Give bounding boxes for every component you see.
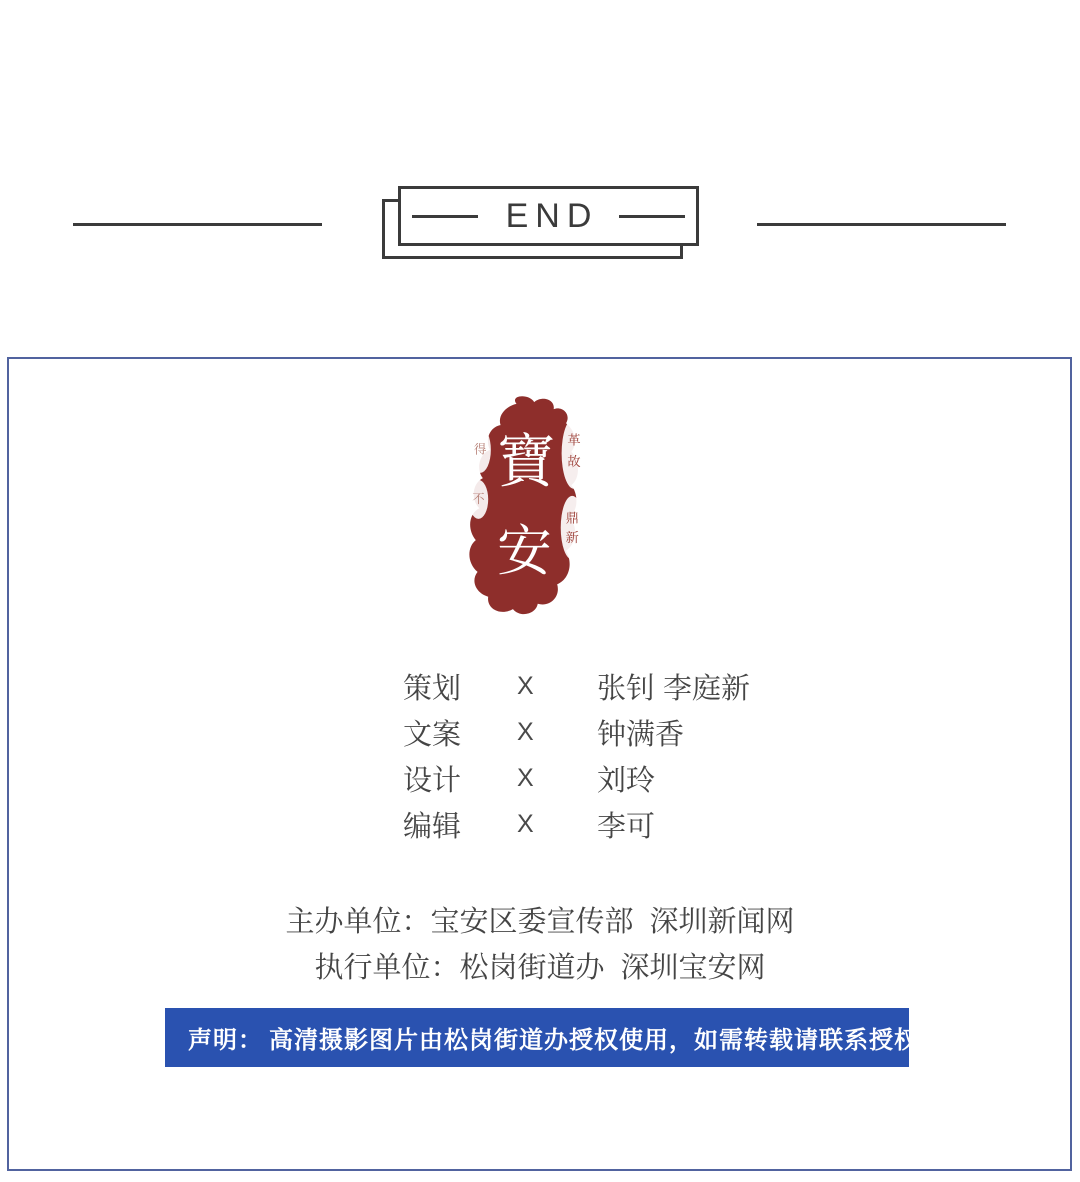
end-dash-left <box>412 215 478 218</box>
credit-separator: X <box>517 671 534 700</box>
credit-row-planning <box>403 663 750 709</box>
seal-side-char-right-2: 故 <box>567 454 581 470</box>
baoan-seal <box>461 395 595 625</box>
seal-side-char-right-4: 新 <box>565 530 579 546</box>
credit-row-design <box>403 755 750 801</box>
seal-notch-right-bottom <box>561 496 584 560</box>
statement-banner <box>165 1008 944 1067</box>
host-organizer-line: 主办单位：宝安区委宣传部 深圳新闻网 <box>285 906 795 938</box>
credit-row-editor <box>403 801 750 847</box>
seal-side-char-left-1: 得 <box>474 442 487 457</box>
executor-organizer-line: 执行单位：松岗街道办 深圳宝安网 <box>314 952 766 984</box>
seal-side-char-right-3: 鼎 <box>565 511 579 527</box>
divider-line-right <box>757 223 1006 226</box>
end-dash-right <box>619 215 685 218</box>
credit-role-label: 编辑 <box>403 810 462 843</box>
seal-main-char-bottom: 安 <box>497 519 552 584</box>
seal-side-char-left-2: 不 <box>472 491 485 506</box>
credit-row-copywriting <box>403 709 750 755</box>
credit-separator: X <box>517 809 534 838</box>
credit-names: 刘玲 <box>597 764 656 797</box>
credit-role-label: 文案 <box>403 718 462 751</box>
divider-line-left <box>73 223 322 226</box>
seal-main-char-top: 寶 <box>497 427 556 496</box>
end-label: END <box>505 197 599 235</box>
end-banner <box>382 186 700 261</box>
credit-names: 张钊 李庭新 <box>597 672 751 705</box>
credit-names: 李可 <box>597 810 656 843</box>
end-banner-front-box <box>398 186 699 246</box>
statement-text: 高清摄影图片由松岗街道办授权使用，如需转载请联系授权。 <box>269 1027 944 1054</box>
seal-side-char-right-1: 革 <box>567 433 581 449</box>
credit-separator: X <box>517 763 534 792</box>
statement-prefix: 声明： <box>188 1027 263 1054</box>
credit-separator: X <box>517 717 534 746</box>
credits-list <box>403 663 750 847</box>
organizer-lines <box>0 899 1080 991</box>
seal-notch-right-top <box>562 418 587 489</box>
credit-role-label: 策划 <box>403 672 462 705</box>
credit-role-label: 设计 <box>403 764 462 797</box>
credit-names: 钟满香 <box>597 718 685 751</box>
